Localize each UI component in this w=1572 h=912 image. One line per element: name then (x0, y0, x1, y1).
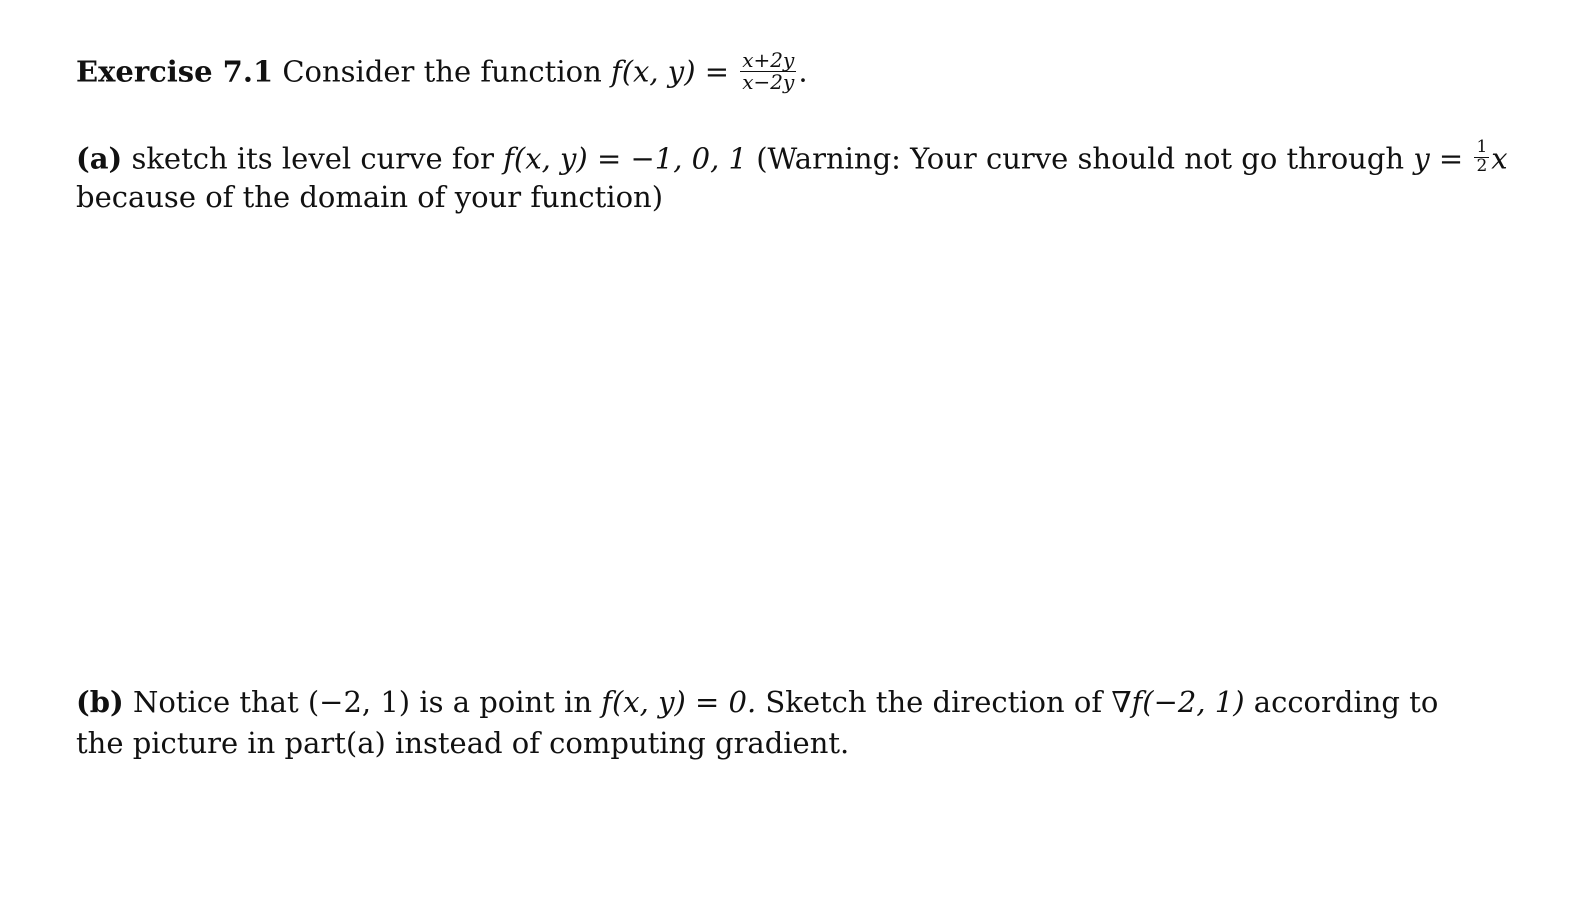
exercise-intro: Consider the function (282, 54, 602, 89)
part-a-line-1 (76, 137, 1508, 179)
part-b-line-1 (76, 685, 1439, 719)
part-b-line-2 (76, 726, 850, 760)
part-b-continuation: the picture in part(a) instead of computing gradient. (76, 726, 850, 760)
gradient-expression: ∇f(−2, 1) (1111, 685, 1245, 719)
part-b-point: (−2, 1) (307, 685, 411, 719)
exercise-label: Exercise 7.1 (76, 54, 274, 89)
half-numerator: 1 (1476, 137, 1488, 157)
function-fraction (740, 50, 796, 93)
fraction-numerator: x+2y (742, 48, 795, 72)
period: . (798, 54, 808, 89)
part-a-text: sketch its level curve for (131, 141, 494, 176)
part-b-text-3: Sketch the direction of (765, 685, 1103, 719)
part-a-warning: (Warning: Your curve should not go through (756, 141, 1405, 176)
equals-sign: = (704, 54, 730, 89)
part-b-label: (b) (76, 685, 124, 719)
part-a-expression: f(x, y) = −1, 0, 1 (503, 141, 747, 176)
part-b-expression: f(x, y) = 0. (601, 685, 757, 719)
part-a-line-2 (76, 180, 664, 214)
part-b-text-2: is a point in (419, 685, 593, 719)
part-a-label: (a) (76, 141, 123, 176)
y-equals: y = (1413, 141, 1464, 176)
function-lhs: f(x, y) (610, 54, 696, 89)
part-b-text-4: according to (1253, 685, 1439, 719)
x-variable: x (1491, 141, 1508, 176)
half-fraction (1474, 139, 1489, 176)
part-a-continuation: because of the domain of your function) (76, 180, 664, 214)
fraction-denominator: x−2y (742, 70, 795, 94)
exercise-heading-line (76, 48, 808, 95)
part-b-text: Notice that (132, 685, 299, 719)
half-denominator: 2 (1476, 155, 1488, 176)
